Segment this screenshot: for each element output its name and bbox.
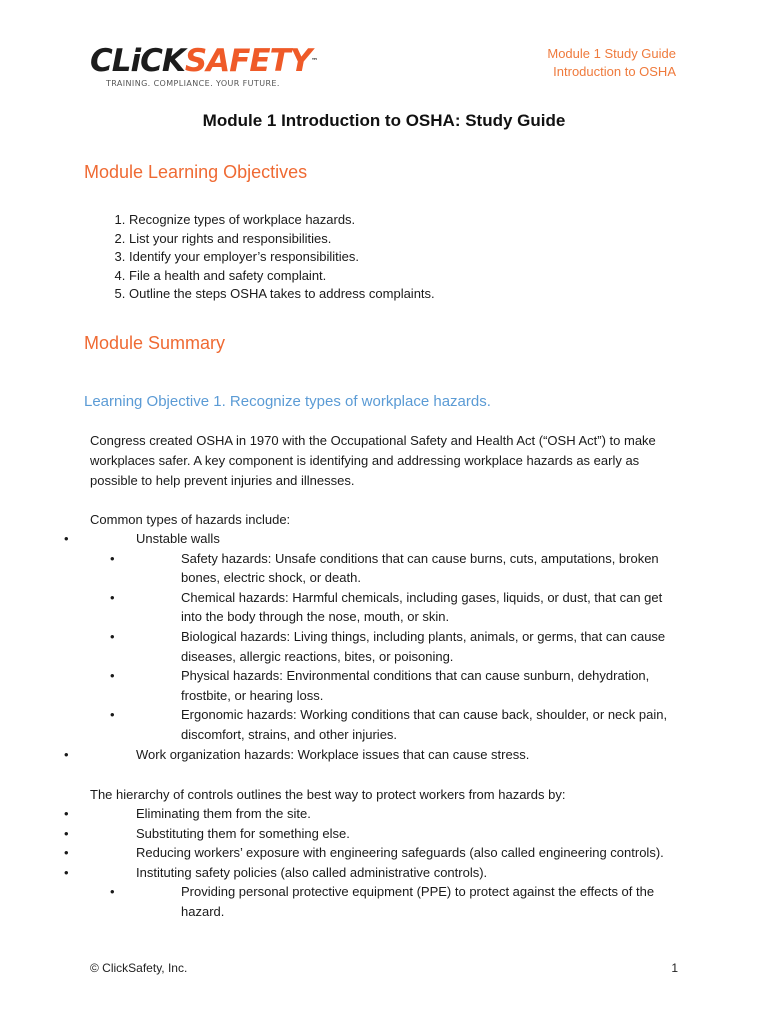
clicksafety-logo <box>90 44 317 88</box>
logo-tagline: TRAINING. COMPLIANCE. YOUR FUTURE. <box>106 79 280 88</box>
page-title: Module 1 Introduction to OSHA: Study Guide <box>202 111 566 130</box>
control-item: • Substituting them for something else. <box>90 824 680 844</box>
hazard-subitem: • Safety hazards: Unsafe conditions that can cause burns, cuts, amputations, broken bones, electric shock, or death. <box>136 549 680 588</box>
objective-item: 4. File a health and safety complaint. <box>129 267 435 286</box>
hazard-subitem: • Biological hazards: Living things, including plants, animals, or germs, that can cause diseases, allergic reactions, bites, or poisoning. <box>136 627 680 666</box>
header-module-topic: Introduction to OSHA <box>553 64 676 79</box>
logo-click-text: CLiCK <box>90 43 185 79</box>
control-sublist <box>136 882 680 921</box>
objective-item: 3. Identify your employer’s responsibilities. <box>129 248 435 267</box>
intro-paragraph: Congress created OSHA in 1970 with the Occupational Safety and Health Act (“OSH Act”) to make workplaces safer. A key component is identifying and addressing workplace hazards as early as possible to help prevent injuries and illnesses. <box>90 433 656 488</box>
logo-trademark: ™ <box>311 57 318 65</box>
objective-item: 5. Outline the steps OSHA takes to address complaints. <box>129 285 435 304</box>
header-module-info <box>547 45 676 81</box>
hazard-subitem: • Ergonomic hazards: Working conditions that can cause back, shoulder, or neck pain, discomfort, strains, and other injuries. <box>136 705 680 744</box>
hazards-intro: Common types of hazards include: <box>90 512 291 527</box>
objectives-list <box>84 211 435 304</box>
logo-wordmark <box>90 44 317 78</box>
hazard-item <box>90 529 680 745</box>
objectives-heading: Module Learning Objectives <box>84 162 308 182</box>
control-item: • Eliminating them from the site. <box>90 804 680 824</box>
hazards-list <box>90 529 680 764</box>
controls-intro: The hierarchy of controls outlines the best way to protect workers from hazards by: <box>90 787 566 802</box>
learning-objective-1-heading: Learning Objective 1. Recognize types of workplace hazards. <box>84 393 491 410</box>
footer-page-number: 1 <box>671 961 678 975</box>
objective-item: 2. List your rights and responsibilities. <box>129 230 435 249</box>
summary-heading: Module Summary <box>84 333 226 353</box>
header-module-label: Module 1 Study Guide <box>547 46 676 61</box>
control-item: • Reducing workers’ exposure with engineering safeguards (also called engineering controls). <box>90 843 680 863</box>
logo-safety-text: SAFETY <box>184 43 312 79</box>
control-item <box>90 863 680 922</box>
hazard-sublist <box>136 549 680 745</box>
objective-item: 1. Recognize types of workplace hazards. <box>129 211 435 230</box>
control-subitem: • Providing personal protective equipment (PPE) to protect against the effects of the hazard. <box>136 882 680 921</box>
hazard-item: • Work organization hazards: Workplace issues that can cause stress. <box>90 745 680 765</box>
footer-copyright: © ClickSafety, Inc. <box>90 961 188 975</box>
control-item-text: Instituting safety policies (also called administrative controls). <box>136 864 488 880</box>
hazard-subitem: • Physical hazards: Environmental conditions that can cause sunburn, dehydration, frostbite, or hearing loss. <box>136 666 680 705</box>
hazard-item-text: Unstable walls <box>136 531 220 546</box>
controls-list <box>90 804 680 922</box>
hazard-subitem: • Chemical hazards: Harmful chemicals, including gases, liquids, or dust, that can get into the body through the nose, mouth, or skin. <box>136 588 680 627</box>
